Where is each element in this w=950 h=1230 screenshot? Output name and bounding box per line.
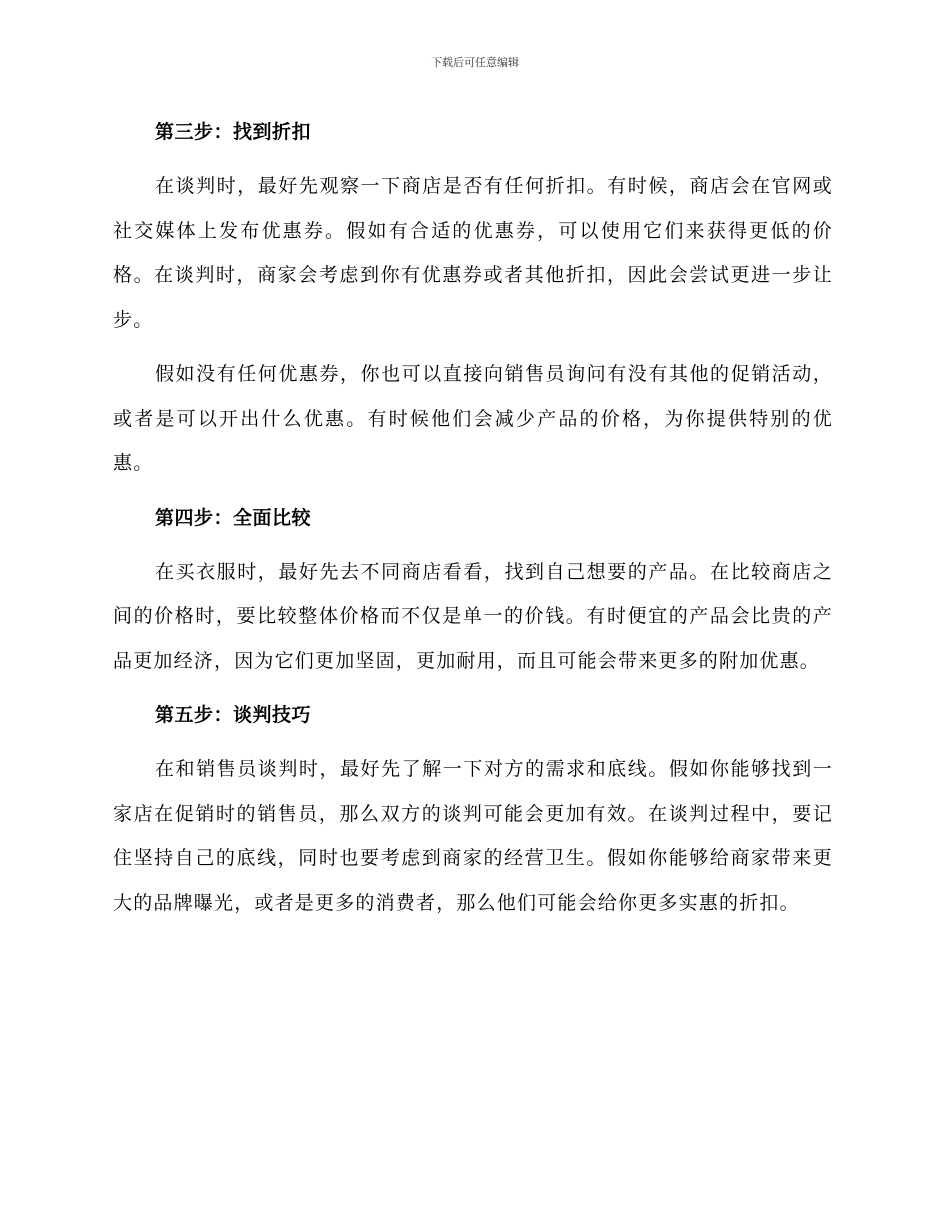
section-heading: 第三步：找到折扣 <box>155 121 312 143</box>
header-note: 下载后可任意编辑 <box>431 56 519 69</box>
paragraph: 假如没有任何优惠券，你也可以直接向销售员询问有没有其他的促销活动，或者是可以开出什么优惠。有时候他们会减少产品的价格，为你提供特别的优惠。 <box>113 363 833 474</box>
document-body <box>113 110 833 935</box>
paragraph: 在和销售员谈判时，最好先了解一下对方的需求和底线。假如你能够找到一家店在促销时的销售员，那么双方的谈判可能会更加有效。在谈判过程中，要记住坚持自己的底线，同时也要考虑到商家的经营卫生。假如你能够给商家带来更大的品牌曝光，或者是更多的消费者，那么他们可能会给你更多实惠的折扣。 <box>113 758 833 914</box>
paragraph: 在谈判时，最好先观察一下商店是否有任何折扣。有时候，商店会在官网或社交媒体上发布优惠券。假如有合适的优惠券，可以使用它们来获得更低的价格。在谈判时，商家会考虑到你有优惠券或者其他折扣，因此会尝试更进一步让步。 <box>113 175 833 331</box>
paragraph: 在买衣服时，最好先去不同商店看看，找到自己想要的产品。在比较商店之间的价格时，要比较整体价格而不仅是单一的价钱。有时便宜的产品会比贵的产品更加经济，因为它们更加坚固，更加耐用，而且可能会带来更多的附加优惠。 <box>113 560 833 672</box>
section-heading: 第五步：谈判技巧 <box>155 704 312 726</box>
section-heading: 第四步：全面比较 <box>155 506 312 529</box>
